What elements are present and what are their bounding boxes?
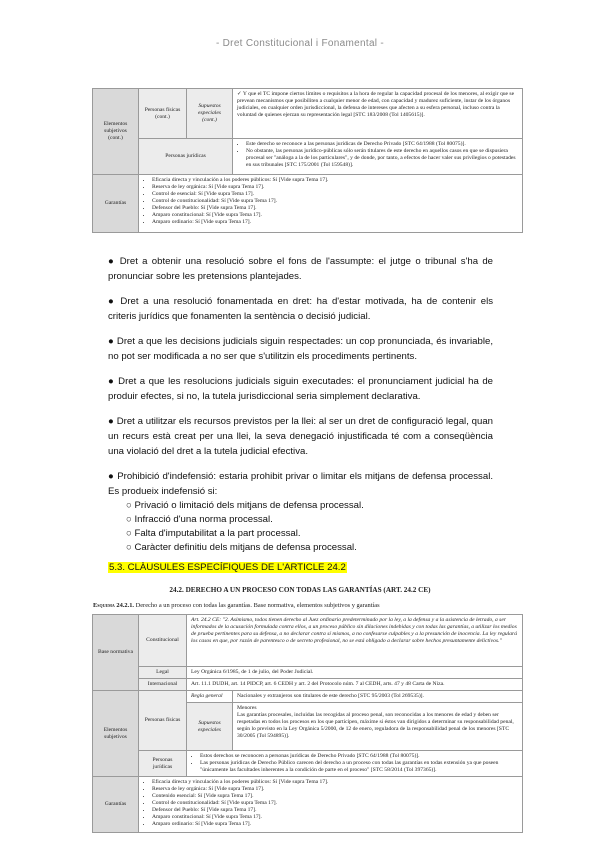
table1-special-label: Supuestos especiales (cont.)	[187, 89, 233, 139]
table1-guarantees-category: Garantías	[93, 175, 139, 233]
table1-guarantee-item: • Defensor del Pueblo: Sí [Vide supra Tema 17].	[152, 205, 518, 212]
table2-base-category: Base normativa	[93, 615, 139, 691]
table2-subjects-category: Elementos subjetivos	[93, 691, 139, 777]
table2-guarantee-item: • Amparo ordinario: Sí [Vide supra Tema 17].	[152, 821, 518, 828]
table2-minors-heading: Menores	[237, 705, 257, 711]
table2-caption-label: Esquema 24.2.1.	[93, 602, 134, 609]
table1-guarantee-item: • Control de constitucionalidad: Sí [Vide supra Tema 17].	[152, 198, 518, 205]
bullet-paragraph: ● Dret a una resolució fonamentada en dret: ha d'estar motivada, ha de contenir els criteris jurídics que fonamenten la sentència o decisió judicial.	[108, 296, 493, 322]
bullet-paragraph: ● Dret a utilitzar els recursos previstos per la llei: al ser un dret de configuració legal, quan un recurs està creat per una llei, la seva denegació injustificada té com a conseqüència una violació del dret a la tutela judicial efectiva.	[108, 416, 493, 457]
table1-guarantee-item: • Eficacia directa y vinculación a los poderes públicos: Sí [Vide supra Tema 17].	[152, 177, 518, 184]
table2-legal-item: • Las personas jurídicas de Derecho Público carecen del derecho a un proceso con todas las garantías en todas extensión ya que poseen "únicamente las facultades inherentes a la condición de parte en el proceso" [STC 58/2014 (Tol 397365)].	[200, 760, 518, 774]
table2-constitutional-text: Art. 24.2 CE: "2. Asimismo, todos tienen derecho al Juez ordinario predeterminado por la ley, a la defensa y a la asistencia de letrado, a ser informados de la acusación formulada contra ellos, a un proceso público sin dilaciones indebidas y con todas las garantías, a utilizar los medios de prueba pertinentes para su defensa, a no declarar contra sí mismos, a no confesarse culpables y a la presunción de inocencia. La ley regulará los casos en que, por razón de parentesco o de secreto profesional, no se está obligado a declarar sobre hechos presuntamente delictivos."	[187, 615, 523, 667]
page-header: - Dret Constitucional i Fonamental -	[215, 38, 385, 49]
table2-international-label: Internacional	[139, 679, 187, 691]
table2-caption	[93, 602, 523, 609]
bullet-paragraph	[108, 469, 493, 555]
table2-general-label: Regla general	[187, 691, 233, 703]
table2-guarantee-item: • Amparo constitucional: Sí [Vide supra Tema 17].	[152, 814, 518, 821]
table1-physical-text: ✓ Y que el TC impone ciertos límites o requisitos a la hora de regular la capacidad procesal de los menores, al exigir que se prevean mecanismos que posibiliten a cualquier menor de edad, con capacidad y madurez suficiente, instar de los órganos judiciales, en cualquier orden jurisdiccional, la defensa de intereses que afecten a su esfera personal, incluso contra la voluntad de quienes ejerzan su representación legal [STC 183/2008 (Tol 1405615)].	[233, 89, 523, 139]
section-title: 5.3. CLÀUSULES ESPECÍFIQUES DE L'ARTICLE 24.2	[109, 562, 346, 573]
table2-international-text: Art. 11.1 DUDH, art. 14 PIDCP, art. 6 CEDH y art. 2 del Protocolo núm. 7 al CEDH, arts. 47 y 48 Carta de Niza.	[187, 679, 523, 691]
table1-guarantee-item: • Control de esencial: Sí [Vide supra Tema 17].	[152, 191, 518, 198]
table1-guarantee-item: • Reserva de ley orgánica: Sí [Vide supra Tema 17].	[152, 184, 518, 191]
sublist-item: ○ Caràcter definitiu dels mitjans de defensa processal.	[126, 541, 493, 555]
table2-minors-text: Las garantías procesales, incluidas las recogidas al proceso penal, son reconocidas a los menores de edad y deben ser respetadas en todos los procesos en los que participen, máxime si éstos van dirigidos a determinar su responsabilidad penal, según lo previsto en la Ley Orgánica 5/2000, de 12 de enero, reguladora de la responsabilidad penal de los menores [STC 30/2005 (Tol 594895)].	[237, 712, 514, 739]
table2-guarantee-item: • Defensor del Pueblo: Sí [Vide supra Tema 17].	[152, 807, 518, 814]
table2-minors-cell	[233, 703, 523, 751]
table1-guarantee-item: • Amparo ordinario: Sí [Vide supra Tema 17].	[152, 219, 518, 226]
scanned-table-top	[92, 88, 523, 233]
bullet-paragraph: ● Dret a que les resolucions judicials siguin executades: el pronunciament judicial ha de produir efectes, si no, la tutela jurisdiccional seria simplement declarativa.	[108, 376, 493, 402]
table2-guarantees-category: Garantías	[93, 777, 139, 833]
bullet-paragraph: ● Dret a obtenir una resolució sobre el fons de l'assumpte: el jutge o tribunal s'ha de pronunciar sobre les pretensions plantejades.	[108, 256, 493, 282]
table1-guarantee-item: • Amparo constitucional: Sí [Vide supra Tema 17].	[152, 212, 518, 219]
table1-legal-label: Personas jurídicas	[139, 139, 233, 175]
table1-physical-label: Personas físicas (cont.)	[139, 89, 187, 139]
scanned-table-bottom	[92, 614, 523, 833]
table2-caption-text: Derecho a un proceso con todas las garantías. Base normativa, elementos subjetivos y garantías	[135, 602, 380, 609]
table2-title: 24.2. DERECHO A UN PROCESO CON TODAS LAS GARANTÍAS (ART. 24.2 CE)	[169, 586, 431, 594]
indefension-sublist	[108, 499, 493, 555]
table1-legal-item: • Este derecho se reconoce a las personas jurídicas de Derecho Privado [STC 64/1988 (Tol 80075)].	[246, 141, 518, 148]
bullet-paragraph-text: ● Prohibició d'indefensió: estaria prohibit privar o limitar els mitjans de defensa processal. Es produeix indefensió si:	[108, 471, 493, 497]
table2-special-label: Supuestos especiales	[187, 703, 233, 751]
sublist-item: ○ Falta d'imputabilitat a la part processal.	[126, 527, 493, 541]
bullet-paragraph: ● Dret a que les decisions judicials siguin respectades: un cop pronunciada, és invariable, no pot ser modificada a no ser que s'utilitzin els procediments pertinents.	[108, 336, 493, 362]
table2-legal-label: Legal	[139, 667, 187, 679]
sublist-item: ○ Privació o limitació dels mitjans de defensa processal.	[126, 499, 493, 513]
table1-legal-cell	[233, 139, 523, 175]
table2-physical-label: Personas físicas	[139, 691, 187, 751]
table2-legal-persons-label: Personas jurídicas	[139, 751, 187, 777]
table2-guarantee-item: • Contenido esencial: Sí [Vide supra Tema 17].	[152, 793, 518, 800]
table2-general-text: Nacionales y extranjeros son titulares de este derecho [STC 95/2003 (Tol 269535)].	[233, 691, 523, 703]
table2-guarantee-item: • Eficacia directa y vinculación a los poderes públicos: Sí [Vide supra Tema 17].	[152, 779, 518, 786]
table1-guarantees-cell	[139, 175, 523, 233]
table2-guarantee-item: • Reserva de ley orgánica: Sí [Vide supra Tema 17].	[152, 786, 518, 793]
table2-legal-persons-cell	[187, 751, 523, 777]
table2-constitutional-label: Constitucional	[139, 615, 187, 667]
table2-guarantees-cell	[139, 777, 523, 833]
table2-guarantee-item: • Control de constitucionalidad: Sí [Vide supra Tema 17].	[152, 800, 518, 807]
table2-legal-text: Ley Orgánica 6/1985, de 1 de julio, del Poder Judicial.	[187, 667, 523, 679]
table1-legal-item: • No obstante, las personas jurídico-públicas sólo serán titulares de este derecho en aquellos casos en que se dispusiera procesal ser "análoga a la de los particulares", y de donde, por tanto, a efectos de hacer valer sus privilegios o potestades en sus tribunales [STC 175/2001 (Tol 159548)].	[246, 148, 518, 169]
table1-physical-text-body: Y que el TC impone ciertos límites o requisitos a la hora de regular la capacidad procesal de los menores, al exigir que se prevean mecanismos que posibiliten a cualquier menor de edad, con capacidad y madurez suficiente, instar de los órganos judiciales, en cualquier orden jurisdiccional, la defensa de intereses que afecten a su esfera personal, incluso contra la voluntad de quienes ejerzan su representación legal [STC 183/2008 (Tol 1405615)].	[237, 91, 515, 118]
table2-legal-item: • Estos derechos se reconocen a personas jurídicas de Derecho Privado [STC 64/1988 (Tol 80075)].	[200, 753, 518, 760]
sublist-item: ○ Infracció d'una norma processal.	[126, 513, 493, 527]
table1-subjects-category: Elementos subjetivos (cont.)	[93, 89, 139, 175]
